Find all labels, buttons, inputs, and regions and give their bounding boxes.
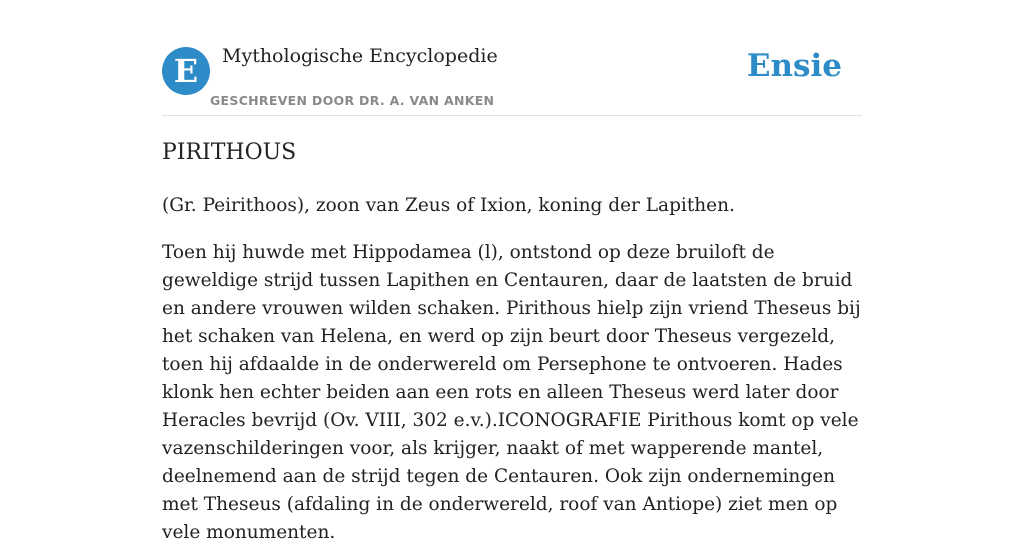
ensie-logo-icon[interactable]: E (162, 47, 210, 95)
article-container (162, 0, 862, 543)
brand-logo[interactable]: Ensie (746, 48, 842, 84)
entry-body-paragraph: Toen hij huwde met Hippodamea (l), ontstond op deze bruiloft de geweldige strijd tussen Lapithen en Centauren, daar de laatsten de bruid en andere vrouwen wilden schaken. Pirithous hielp zijn vriend Theseus bij het schaken van Helena, en werd op zijn beurt door Theseus vergezeld, toen hij afdaalde in de onderwereld om Persephone te ontvoeren. Hades klonk hen echter beiden aan een rots en alleen Theseus werd later door Heracles bevrijd (Ov. VIII, 302 e.v.).ICONOGRAFIE Pirithous komt op vele vazenschilderingen voor, als krijger, naakt of met wapperende mantel, deelnemend aan de strijd tegen de Centauren. Ook zijn ondernemingen met Theseus (afdaling in de onderwereld, roof van Antiope) ziet men op vele monumenten. (162, 242, 861, 543)
author-byline: GESCHREVEN DOOR DR. A. VAN ANKEN (210, 93, 495, 108)
entry-intro-paragraph: (Gr. Peirithoos), zoon van Zeus of Ixion, koning der Lapithen. (162, 195, 735, 216)
header (162, 0, 862, 116)
publication-title[interactable]: Mythologische Encyclopedie (222, 45, 498, 67)
entry-title: PIRITHOUS (162, 140, 297, 165)
